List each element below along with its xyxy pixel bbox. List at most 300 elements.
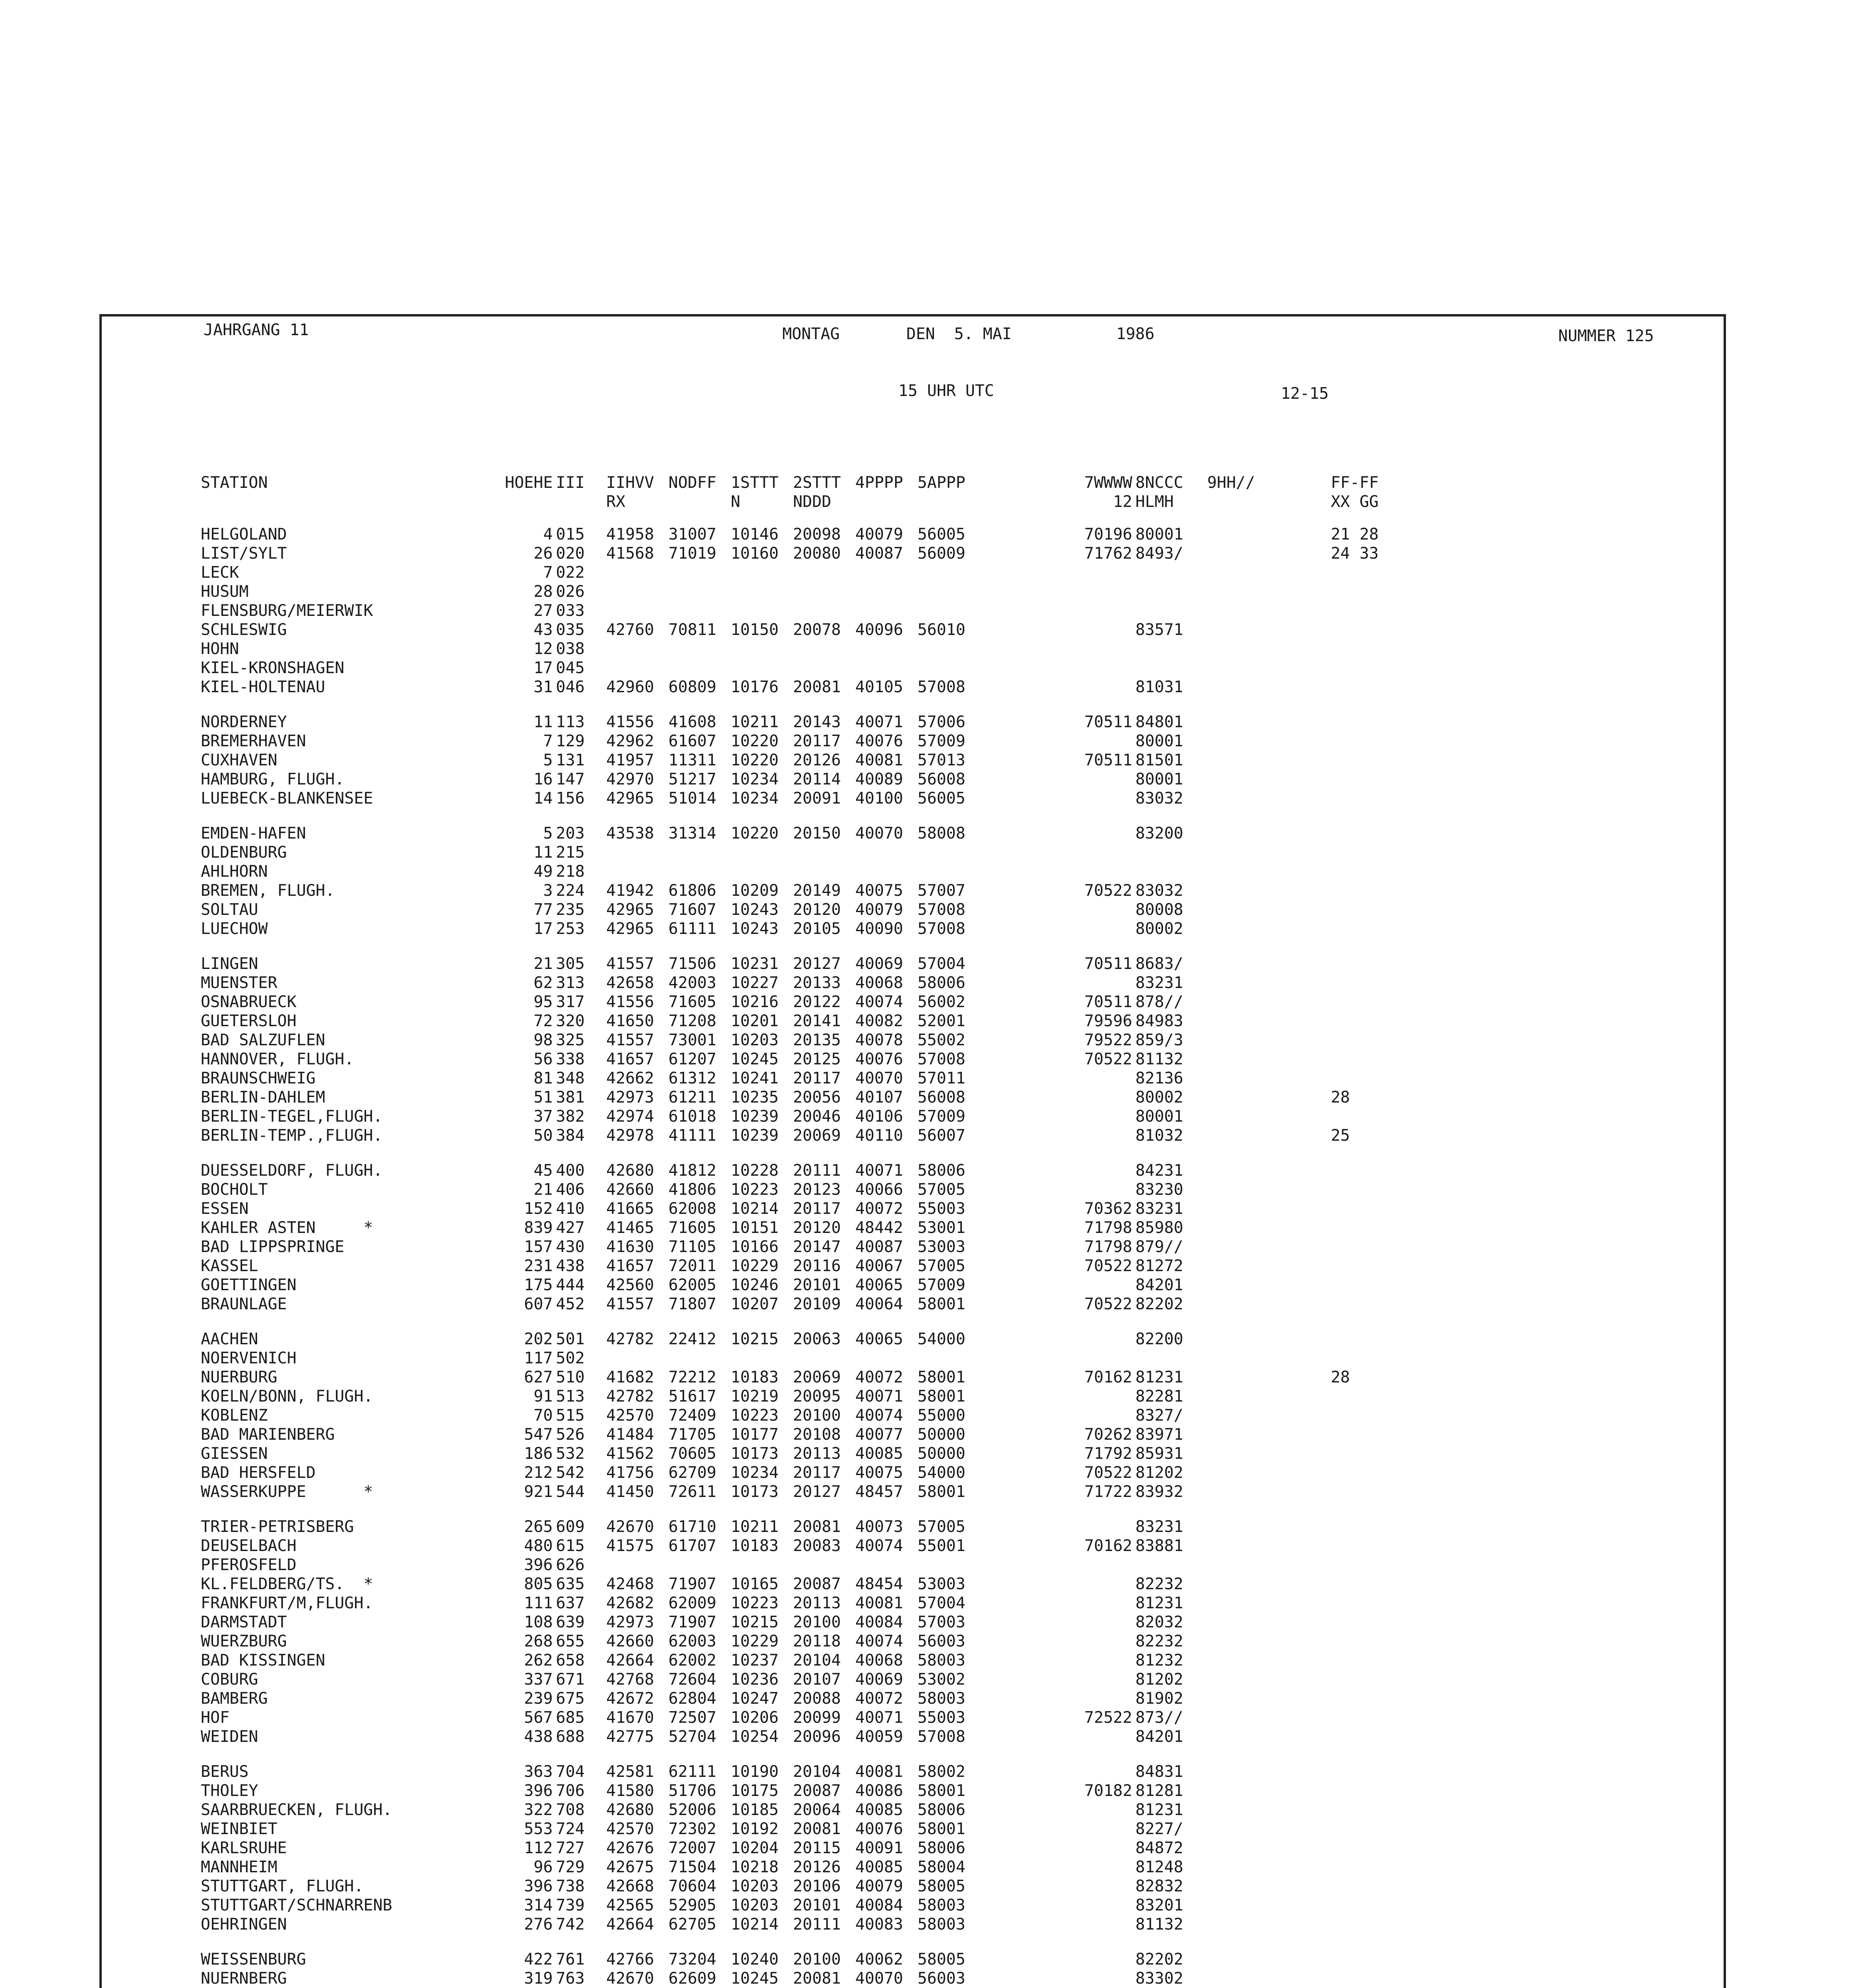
hoehe: 567: [524, 1708, 553, 1727]
nodff: 62705: [668, 1915, 717, 1934]
spacer-cell: [201, 1501, 1393, 1517]
iihvv: [603, 862, 665, 881]
table-row: [201, 1915, 1393, 1934]
table-row: [201, 843, 1393, 862]
table-row: [201, 1199, 1393, 1218]
ff: [1283, 1161, 1393, 1180]
nodff: 72011: [668, 1257, 717, 1275]
1sttt: 10214: [731, 1200, 779, 1218]
ff: [1283, 1031, 1393, 1050]
nodff: 72212: [668, 1368, 717, 1386]
1sttt: 10239: [731, 1107, 779, 1126]
2sttt: 20081: [793, 1820, 841, 1838]
1sttt: 10165: [731, 1575, 779, 1593]
ff: [1283, 1727, 1393, 1746]
8nccc: [1132, 843, 1204, 862]
station-name: MANNHEIM: [201, 1858, 277, 1876]
4pppp: 40089: [855, 770, 903, 788]
iihvv: 42970: [606, 770, 654, 788]
1sttt: [727, 582, 790, 601]
9hh: [1204, 1050, 1283, 1069]
5appp: 58001: [917, 1387, 966, 1406]
9hh: [1204, 1574, 1283, 1594]
hoehe: 51: [533, 1088, 553, 1107]
iihvv: 42676: [606, 1839, 654, 1857]
ff: [1283, 732, 1393, 751]
2sttt: [790, 1349, 852, 1368]
8nccc: 859/3: [1135, 1031, 1183, 1049]
9hh: [1204, 1218, 1283, 1237]
5appp: 58001: [917, 1483, 966, 1501]
4pppp: 40090: [855, 920, 903, 938]
table-row: [201, 751, 1393, 770]
7wwww: [1010, 639, 1132, 658]
4pppp: 40074: [855, 993, 903, 1011]
iihvv: 41562: [606, 1444, 654, 1463]
2sttt: 20105: [793, 920, 841, 938]
period: 12-15: [1281, 384, 1329, 403]
iihvv: [603, 639, 665, 658]
9hh: [1204, 1387, 1283, 1406]
2sttt: 20099: [793, 1708, 841, 1727]
8nccc: 80001: [1135, 1107, 1183, 1126]
iihvv: 41580: [606, 1782, 654, 1800]
2sttt: 20104: [793, 1651, 841, 1670]
iihvv: 42965: [606, 789, 654, 808]
hoehe: 186: [524, 1444, 553, 1463]
7wwww: [1010, 1819, 1132, 1839]
hoehe: 96: [533, 1858, 553, 1876]
2sttt: 20080: [793, 544, 841, 563]
7wwww: 71792: [1084, 1444, 1132, 1463]
spacer-cell: [201, 697, 1393, 712]
7wwww: [1010, 1839, 1132, 1858]
1sttt: 10245: [731, 1050, 779, 1068]
iihvv: 41556: [606, 713, 654, 731]
1sttt: 10237: [731, 1651, 779, 1670]
iii: 317: [556, 993, 585, 1011]
9hh: [1204, 544, 1283, 563]
9hh: [1204, 824, 1283, 843]
9hh: [1204, 1444, 1283, 1463]
nodff: 73204: [668, 1950, 717, 1969]
5appp: 58005: [917, 1877, 966, 1895]
iii: 513: [556, 1387, 585, 1406]
iihvv: 42965: [606, 920, 654, 938]
7wwww: [1010, 789, 1132, 808]
7wwww: [1010, 563, 1132, 582]
table-row: [201, 1444, 1393, 1463]
ff: [1283, 1536, 1393, 1555]
2sttt: [790, 862, 852, 881]
iii: 381: [556, 1088, 585, 1107]
4pppp: 40096: [855, 621, 903, 639]
4pppp: 40083: [855, 1915, 903, 1934]
1sttt: 10234: [731, 789, 779, 808]
4pppp: [852, 563, 915, 582]
9hh: [1204, 1256, 1283, 1276]
7wwww: [1010, 1950, 1132, 1969]
2sttt: 20120: [793, 901, 841, 919]
iihvv: 42680: [606, 1801, 654, 1819]
nodff: 71605: [668, 1219, 717, 1237]
7wwww: [1010, 1632, 1132, 1651]
8nccc: 8493/: [1135, 544, 1183, 563]
nodff: 61207: [668, 1050, 717, 1068]
hoehe: 91: [533, 1387, 553, 1406]
4pppp: 40086: [855, 1782, 903, 1800]
station-name: WUERZBURG: [201, 1632, 287, 1650]
hoehe: 70: [533, 1406, 553, 1425]
7wwww: 70522: [1084, 1295, 1132, 1313]
iihvv: 42672: [606, 1689, 654, 1708]
4pppp: 40066: [855, 1180, 903, 1199]
iihvv: 42560: [606, 1276, 654, 1294]
4pppp: 40106: [855, 1107, 903, 1126]
station-name: HOF: [201, 1708, 230, 1727]
hoehe: 396: [524, 1877, 553, 1895]
9hh: [1204, 1781, 1283, 1800]
9hh: [1204, 639, 1283, 658]
5appp: 52001: [917, 1012, 966, 1030]
9hh: [1204, 582, 1283, 601]
iihvv: 43538: [606, 824, 654, 843]
4pppp: 40064: [855, 1295, 903, 1313]
nodff: 62003: [668, 1632, 717, 1650]
station-name: SCHLESWIG: [201, 621, 287, 639]
nodff: 41608: [668, 713, 717, 731]
nodff: 31314: [668, 824, 717, 843]
1sttt: 10150: [731, 621, 779, 639]
5appp: 56007: [917, 1126, 966, 1145]
iii: 400: [556, 1161, 585, 1180]
5appp: 58003: [917, 1689, 966, 1708]
4pppp: 40075: [855, 1464, 903, 1482]
7wwww: [1010, 1762, 1132, 1781]
5appp: 57004: [917, 1594, 966, 1612]
nodff: 71907: [668, 1613, 717, 1631]
5appp: 54000: [917, 1464, 966, 1482]
4pppp: 40072: [855, 1689, 903, 1708]
col-2sttt: 2STTT NDDD: [793, 474, 841, 511]
7wwww: 70162: [1084, 1368, 1132, 1386]
4pppp: 40100: [855, 789, 903, 808]
station-name: OEHRINGEN: [201, 1915, 287, 1934]
1sttt: [727, 658, 790, 678]
2sttt: [790, 1555, 852, 1574]
ff: [1283, 563, 1393, 582]
1sttt: 10175: [731, 1782, 779, 1800]
1sttt: 10246: [731, 1276, 779, 1294]
2sttt: 20127: [793, 955, 841, 973]
1sttt: 10215: [731, 1330, 779, 1348]
station-name: FRANKFURT/M,FLUGH.: [201, 1594, 373, 1612]
hoehe: 212: [524, 1464, 553, 1482]
nodff: 62009: [668, 1594, 717, 1612]
hoehe: 49: [533, 862, 553, 881]
hoehe: 4: [543, 525, 553, 544]
hoehe: 805: [524, 1575, 553, 1593]
iihvv: 41942: [606, 881, 654, 900]
8nccc: 8227/: [1135, 1820, 1183, 1838]
7wwww: 79596: [1084, 1012, 1132, 1030]
2sttt: 20101: [793, 1896, 841, 1914]
4pppp: 40087: [855, 1238, 903, 1256]
hoehe: 12: [533, 640, 553, 658]
iii: 218: [556, 862, 585, 881]
hoehe: 396: [524, 1782, 553, 1800]
4pppp: [852, 1555, 915, 1574]
ff: [1283, 1819, 1393, 1839]
4pppp: 40110: [855, 1126, 903, 1145]
station-name: WEINBIET: [201, 1820, 277, 1838]
table-row: [201, 1276, 1393, 1295]
5appp: 55000: [917, 1406, 966, 1425]
4pppp: 40072: [855, 1200, 903, 1218]
5appp: [914, 582, 1010, 601]
iihvv: 42962: [606, 732, 654, 750]
2sttt: 20117: [793, 732, 841, 750]
1sttt: 10192: [731, 1820, 779, 1838]
ff: [1283, 620, 1393, 639]
5appp: 58003: [917, 1896, 966, 1914]
8nccc: 873//: [1135, 1708, 1183, 1727]
8nccc: [1132, 658, 1204, 678]
table-row: [201, 954, 1393, 973]
hoehe: 111: [524, 1594, 553, 1612]
2sttt: 20100: [793, 1613, 841, 1631]
hoehe: 839: [524, 1219, 553, 1237]
col-1sttt: 1STTT N: [731, 474, 779, 511]
5appp: 57005: [917, 1518, 966, 1536]
table-row: [201, 1689, 1393, 1708]
2sttt: 20056: [793, 1088, 841, 1107]
8nccc: 8327/: [1135, 1406, 1183, 1425]
ff: [1283, 881, 1393, 900]
iii: 348: [556, 1069, 585, 1087]
nodff: 61710: [668, 1518, 717, 1536]
iii: 724: [556, 1820, 585, 1838]
8nccc: 83231: [1135, 1518, 1183, 1536]
hoehe: 17: [533, 920, 553, 938]
8nccc: 85931: [1135, 1444, 1183, 1463]
2sttt: 20096: [793, 1728, 841, 1746]
7wwww: [1010, 1670, 1132, 1689]
iii: 675: [556, 1689, 585, 1708]
4pppp: 40079: [855, 1877, 903, 1895]
iii: 406: [556, 1180, 585, 1199]
1sttt: [727, 1555, 790, 1574]
station-name: KIEL-HOLTENAU: [201, 678, 326, 696]
table-row: [201, 1180, 1393, 1199]
group-spacer: [201, 1145, 1393, 1161]
1sttt: 10211: [731, 713, 779, 731]
jahrgang: JAHRGANG 11: [204, 321, 309, 339]
2sttt: 20091: [793, 789, 841, 808]
8nccc: 82032: [1135, 1613, 1183, 1631]
table-row: [201, 1295, 1393, 1314]
1sttt: 10201: [731, 1012, 779, 1030]
iii: 113: [556, 713, 585, 731]
9hh: [1204, 900, 1283, 919]
5appp: 55001: [917, 1537, 966, 1555]
7wwww: 70522: [1084, 1257, 1132, 1275]
5appp: 56008: [917, 770, 966, 788]
5appp: 58002: [917, 1763, 966, 1781]
2sttt: [790, 601, 852, 620]
col-9hh: 9HH//: [1207, 474, 1255, 492]
5appp: 57008: [917, 1728, 966, 1746]
2sttt: [790, 563, 852, 582]
1sttt: 10211: [731, 1518, 779, 1536]
hoehe: 175: [524, 1276, 553, 1294]
1sttt: 10151: [731, 1219, 779, 1237]
9hh: [1204, 1670, 1283, 1689]
table-row: [201, 1330, 1393, 1349]
1sttt: 10245: [731, 1969, 779, 1988]
nodff: [665, 1555, 728, 1574]
7wwww: 70522: [1084, 1464, 1132, 1482]
7wwww: 70182: [1084, 1782, 1132, 1800]
4pppp: [852, 658, 915, 678]
ff: [1283, 1425, 1393, 1444]
col-4pppp: 4PPPP: [855, 474, 903, 492]
5appp: 56008: [917, 1088, 966, 1107]
4pppp: [852, 601, 915, 620]
station-name: AHLHORN: [201, 862, 268, 881]
9hh: [1204, 1632, 1283, 1651]
iihvv: 41557: [606, 955, 654, 973]
iihvv: 42675: [606, 1858, 654, 1876]
7wwww: [1010, 1107, 1132, 1126]
table-row: [201, 1877, 1393, 1896]
table-row: [201, 732, 1393, 751]
4pppp: 40074: [855, 1632, 903, 1650]
nodff: 70605: [668, 1444, 717, 1463]
nodff: 72302: [668, 1820, 717, 1838]
9hh: [1204, 1406, 1283, 1425]
table-row: [201, 1368, 1393, 1387]
1sttt: 10223: [731, 1180, 779, 1199]
ff: 28: [1330, 1088, 1350, 1107]
9hh: [1204, 1819, 1283, 1839]
iii: 510: [556, 1368, 585, 1386]
ff: [1283, 1276, 1393, 1295]
station-name: NUERNBERG: [201, 1969, 287, 1988]
ff: [1283, 1050, 1393, 1069]
2sttt: 20125: [793, 1050, 841, 1068]
station-name: WEISSENBURG: [201, 1950, 306, 1969]
9hh: [1204, 1915, 1283, 1934]
hoehe: 62: [533, 974, 553, 992]
4pppp: 40071: [855, 1161, 903, 1180]
8nccc: 83302: [1135, 1969, 1183, 1988]
iihvv: 41556: [606, 993, 654, 1011]
4pppp: 40091: [855, 1839, 903, 1857]
8nccc: [1132, 862, 1204, 881]
4pppp: 40105: [855, 678, 903, 696]
7wwww: 70511: [1084, 713, 1132, 731]
1sttt: 10236: [731, 1670, 779, 1689]
4pppp: 40069: [855, 955, 903, 973]
table-row: [201, 1482, 1393, 1501]
2sttt: 20069: [793, 1368, 841, 1386]
nodff: 52006: [668, 1801, 717, 1819]
station-name: GUETERSLOH: [201, 1012, 297, 1030]
table-row: [201, 1536, 1393, 1555]
iihvv: 41670: [606, 1708, 654, 1727]
group-spacer: [201, 697, 1393, 712]
station-name: PFEROSFELD: [201, 1556, 297, 1574]
table-row: [201, 1969, 1393, 1988]
nodff: 71607: [668, 901, 717, 919]
ff: [1283, 973, 1393, 992]
4pppp: 40062: [855, 1950, 903, 1969]
8nccc: [1132, 639, 1204, 658]
table-row: [201, 678, 1393, 697]
7wwww: 71722: [1084, 1483, 1132, 1501]
ff: [1283, 1915, 1393, 1934]
iii: 761: [556, 1950, 585, 1969]
station-name: BERLIN-TEGEL,FLUGH.: [201, 1107, 383, 1126]
iihvv: 42680: [606, 1161, 654, 1180]
4pppp: 40068: [855, 1651, 903, 1670]
nodff: 42003: [668, 974, 717, 992]
4pppp: 40072: [855, 1368, 903, 1386]
nodff: 71907: [668, 1575, 717, 1593]
7wwww: 70522: [1084, 1050, 1132, 1068]
nodff: 70604: [668, 1877, 717, 1895]
iihvv: 42468: [606, 1575, 654, 1593]
station-name: HAMBURG, FLUGH.: [201, 770, 345, 788]
ff: [1283, 992, 1393, 1011]
4pppp: [852, 862, 915, 881]
4pppp: 40071: [855, 1387, 903, 1406]
station-name: KOBLENZ: [201, 1406, 268, 1425]
7wwww: 71798: [1084, 1219, 1132, 1237]
nodff: 62005: [668, 1276, 717, 1294]
nodff: [665, 658, 728, 678]
5appp: 58001: [917, 1782, 966, 1800]
group-spacer: [201, 1314, 1393, 1330]
ff: [1283, 1632, 1393, 1651]
4pppp: 40065: [855, 1330, 903, 1348]
4pppp: 40084: [855, 1613, 903, 1631]
8nccc: 879//: [1135, 1238, 1183, 1256]
9hh: [1204, 678, 1283, 697]
table-row: [201, 1858, 1393, 1877]
2sttt: 20143: [793, 713, 841, 731]
2sttt: 20087: [793, 1782, 841, 1800]
4pppp: 40073: [855, 1518, 903, 1536]
table-row: [201, 1050, 1393, 1069]
8nccc: 80002: [1135, 920, 1183, 938]
1sttt: 10240: [731, 1950, 779, 1969]
9hh: [1204, 1107, 1283, 1126]
8nccc: 80008: [1135, 901, 1183, 919]
iii: 626: [556, 1556, 585, 1574]
iii: 338: [556, 1050, 585, 1068]
7wwww: [1010, 1574, 1132, 1594]
table-row: [201, 1406, 1393, 1425]
1sttt: 10219: [731, 1387, 779, 1406]
iii: 708: [556, 1801, 585, 1819]
station-name: GOETTINGEN: [201, 1276, 297, 1294]
8nccc: 81032: [1135, 1126, 1183, 1145]
5appp: 57008: [917, 678, 966, 696]
1sttt: 10160: [731, 544, 779, 563]
2sttt: 20122: [793, 993, 841, 1011]
